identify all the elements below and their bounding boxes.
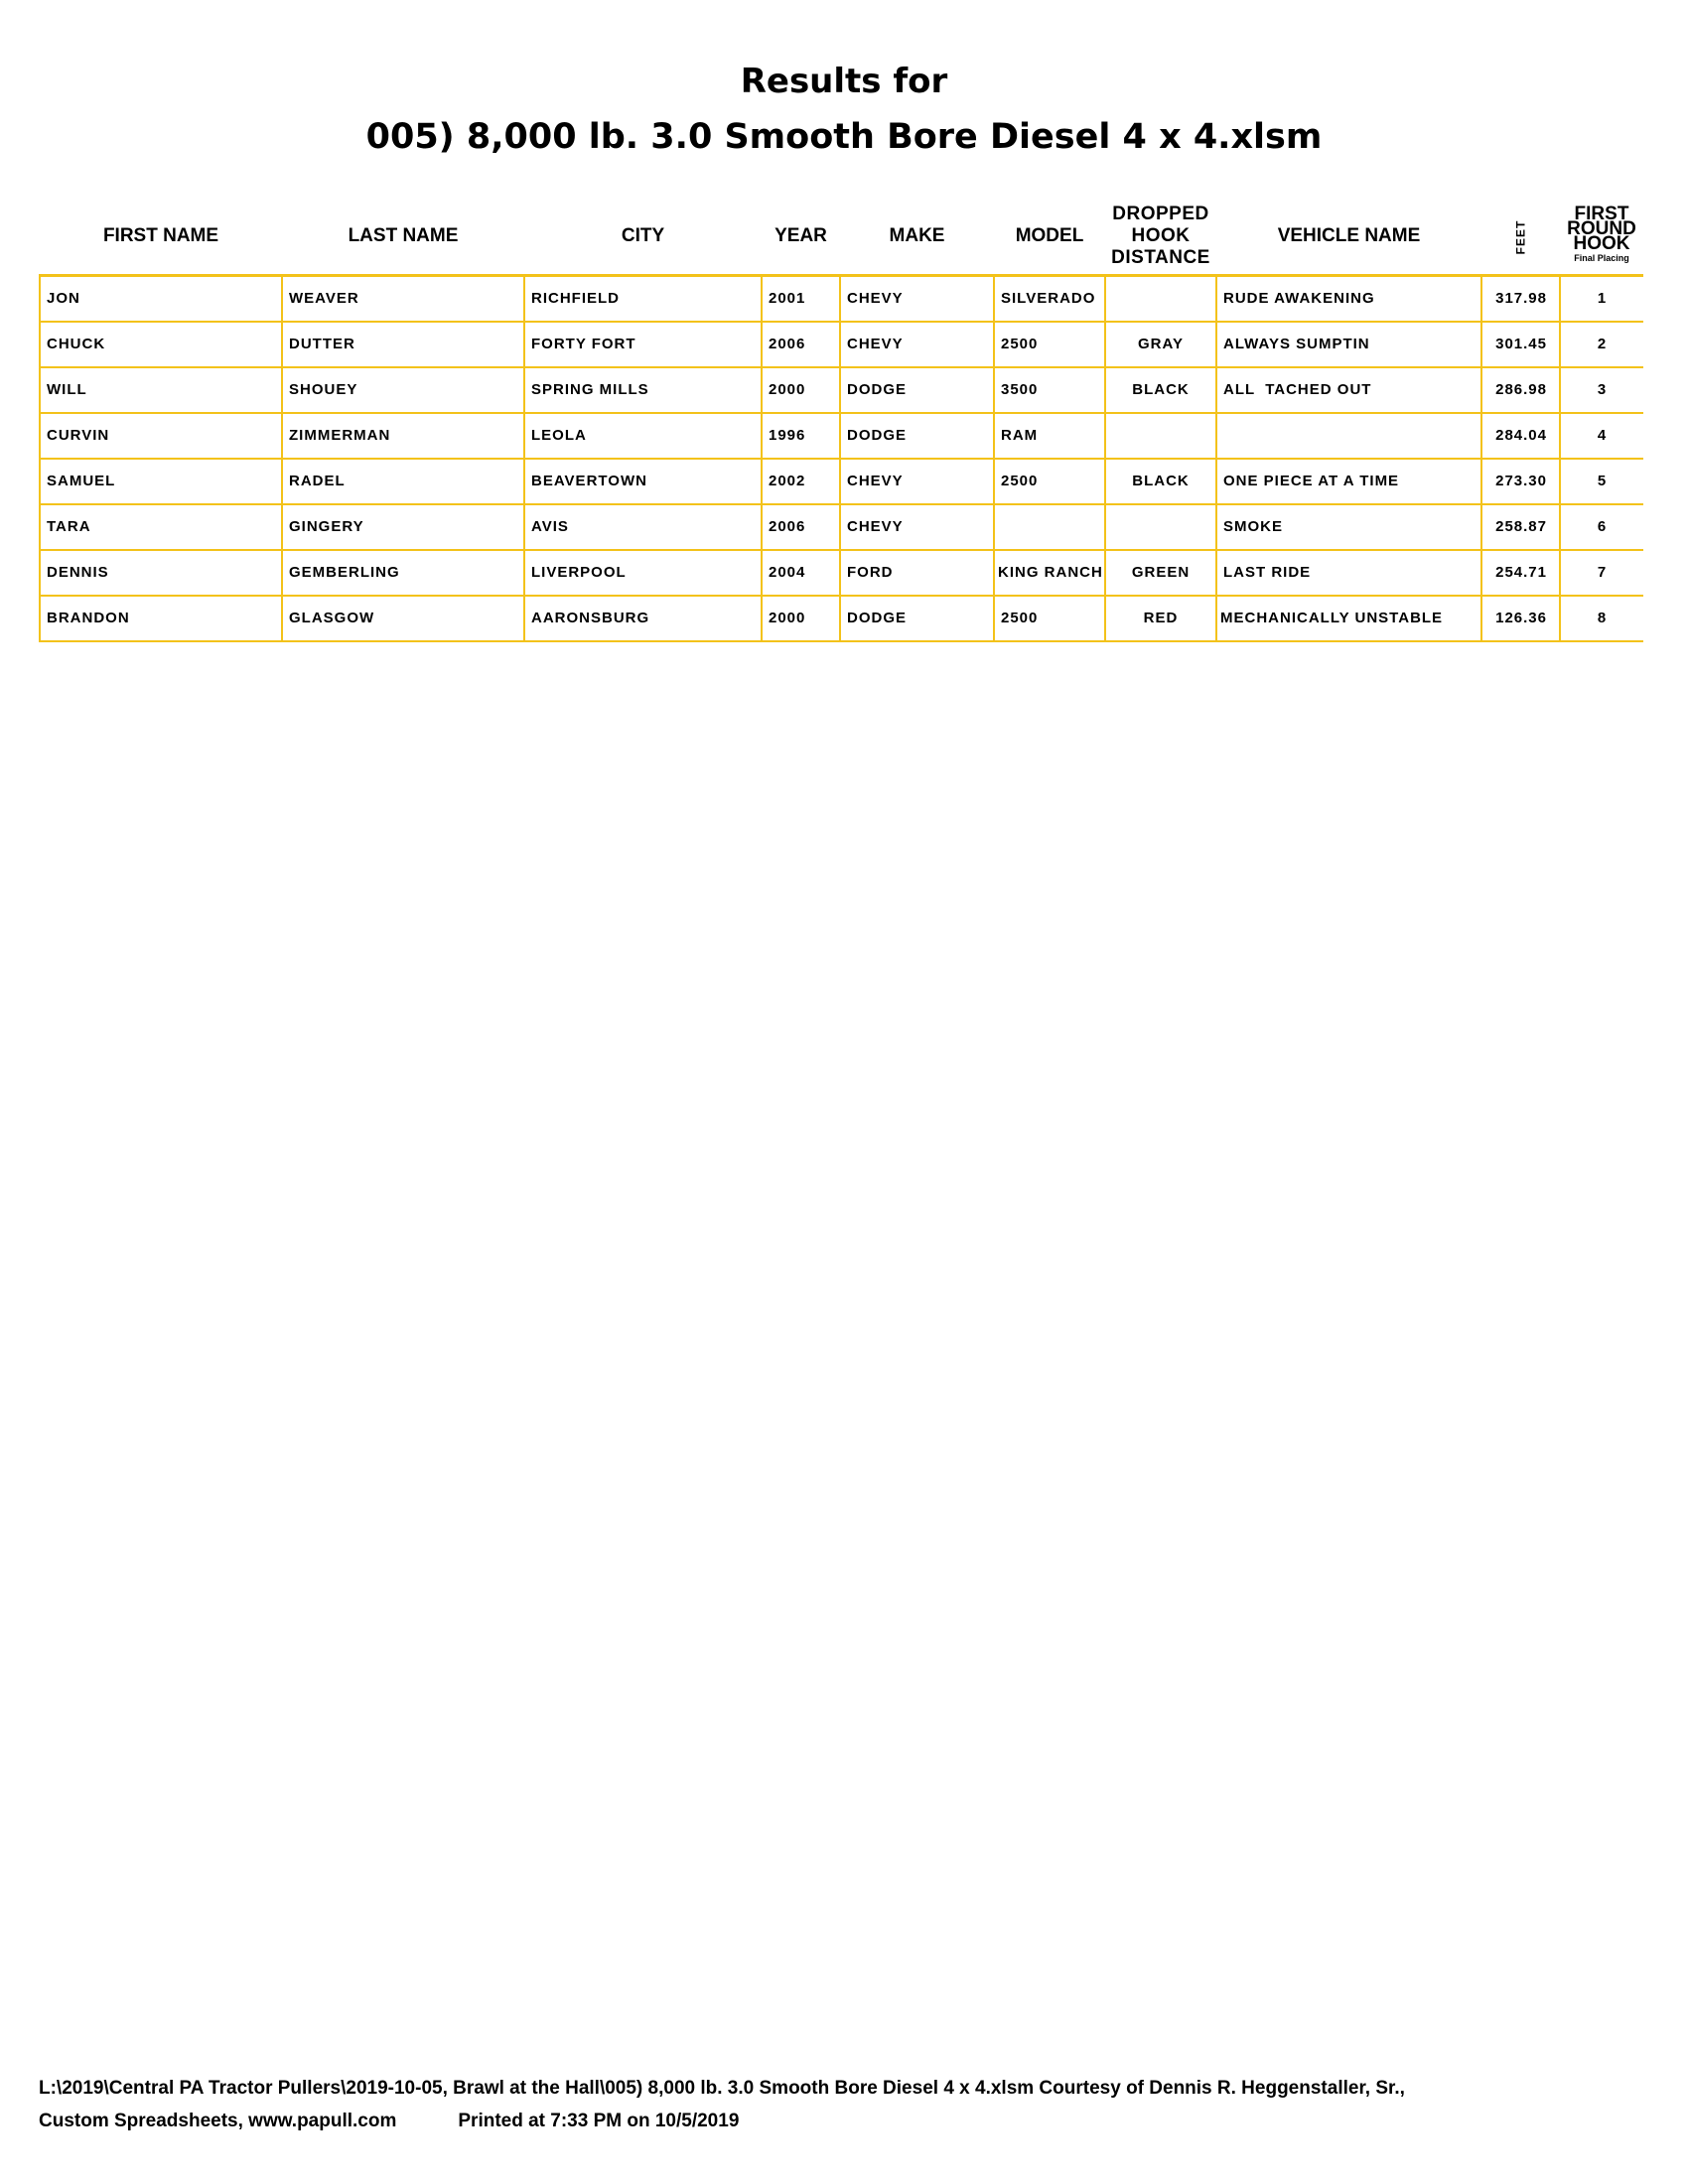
cell-city: LIVERPOOL — [524, 550, 762, 596]
header-first-name: FIRST NAME — [102, 225, 219, 246]
header-dropped-line2: HOOK — [1131, 225, 1191, 246]
cell-last-name: WEAVER — [282, 276, 524, 322]
page-title: Results for — [740, 62, 948, 101]
cell-placing: 7 — [1560, 550, 1643, 596]
cell-city: LEOLA — [524, 413, 762, 459]
table-row — [40, 504, 1643, 550]
cell-first-name: TARA — [40, 504, 282, 550]
cell-vehicle-name: LAST RIDE — [1216, 550, 1481, 596]
cell-vehicle-name: RUDE AWAKENING — [1216, 276, 1481, 322]
cell-city: AVIS — [524, 504, 762, 550]
cell-dropped-hook: GRAY — [1105, 322, 1216, 367]
cell-vehicle-name — [1216, 413, 1481, 459]
cell-model: 2500 — [994, 459, 1105, 504]
cell-make: DODGE — [840, 367, 994, 413]
cell-city: AARONSBURG — [524, 596, 762, 641]
cell-vehicle-name: ALWAYS SUMPTIN — [1216, 322, 1481, 367]
cell-first-name: DENNIS — [40, 550, 282, 596]
cell-model: SILVERADO — [994, 276, 1105, 322]
class-title: 005) 8,000 lb. 3.0 Smooth Bore Diesel 4 x 4.xlsm — [365, 117, 1323, 157]
cell-dropped-hook: GREEN — [1105, 550, 1216, 596]
cell-placing: 6 — [1560, 504, 1643, 550]
cell-last-name: GINGERY — [282, 504, 524, 550]
header-city: CITY — [621, 225, 665, 246]
cell-first-name: SAMUEL — [40, 459, 282, 504]
footer — [39, 2072, 1405, 2137]
cell-last-name: GLASGOW — [282, 596, 524, 641]
cell-placing: 4 — [1560, 413, 1643, 459]
table-row — [40, 550, 1643, 596]
footer-website: Custom Spreadsheets, www.papull.com — [39, 2111, 397, 2131]
cell-year: 2006 — [762, 504, 840, 550]
cell-city: FORTY FORT — [524, 322, 762, 367]
cell-placing: 1 — [1560, 276, 1643, 322]
cell-feet: 286.98 — [1481, 367, 1560, 413]
cell-model: KING RANCH — [994, 550, 1105, 596]
header-placing-line1: FIRST ROUND — [1567, 204, 1636, 239]
cell-dropped-hook: BLACK — [1105, 367, 1216, 413]
header-year: YEAR — [774, 225, 827, 246]
table-row — [40, 413, 1643, 459]
cell-feet: 254.71 — [1481, 550, 1560, 596]
cell-model — [994, 504, 1105, 550]
table-row — [40, 276, 1643, 322]
cell-placing: 2 — [1560, 322, 1643, 367]
header-dropped-line1: DROPPED — [1112, 204, 1209, 224]
cell-feet: 258.87 — [1481, 504, 1560, 550]
header-model: MODEL — [1015, 225, 1084, 246]
header-row — [40, 199, 1643, 276]
table-row — [40, 322, 1643, 367]
cell-placing: 8 — [1560, 596, 1643, 641]
cell-year: 2001 — [762, 276, 840, 322]
cell-first-name: BRANDON — [40, 596, 282, 641]
footer-file-path: L:\2019\Central PA Tractor Pullers\2019-10-05, Brawl at the Hall\005) 8,000 lb. 3.0 Smooth Bore Diesel 4 x 4.xlsm Courtesy of Dennis R. Heggenstaller, Sr., — [39, 2078, 1405, 2099]
cell-first-name: WILL — [40, 367, 282, 413]
cell-make: CHEVY — [840, 504, 994, 550]
cell-feet: 317.98 — [1481, 276, 1560, 322]
cell-last-name: RADEL — [282, 459, 524, 504]
cell-make: DODGE — [840, 596, 994, 641]
cell-year: 1996 — [762, 413, 840, 459]
cell-dropped-hook — [1105, 504, 1216, 550]
header-make: MAKE — [889, 225, 945, 246]
cell-year: 2004 — [762, 550, 840, 596]
cell-feet: 301.45 — [1481, 322, 1560, 367]
cell-make: CHEVY — [840, 459, 994, 504]
cell-dropped-hook: RED — [1105, 596, 1216, 641]
header-dropped-line3: DISTANCE — [1111, 247, 1210, 268]
cell-model: RAM — [994, 413, 1105, 459]
header-dropped-hook-distance — [1105, 199, 1216, 276]
cell-model: 2500 — [994, 322, 1105, 367]
header-final-placing — [1560, 199, 1643, 276]
cell-first-name: CHUCK — [40, 322, 282, 367]
cell-model: 3500 — [994, 367, 1105, 413]
header-vehicle-name: VEHICLE NAME — [1277, 225, 1421, 246]
cell-vehicle-name: ONE PIECE AT A TIME — [1216, 459, 1481, 504]
table-row — [40, 367, 1643, 413]
cell-feet: 273.30 — [1481, 459, 1560, 504]
cell-dropped-hook — [1105, 413, 1216, 459]
cell-vehicle-name: SMOKE — [1216, 504, 1481, 550]
cell-city: SPRING MILLS — [524, 367, 762, 413]
cell-year: 2002 — [762, 459, 840, 504]
cell-last-name: DUTTER — [282, 322, 524, 367]
footer-printed-time: Printed at 7:33 PM on 10/5/2019 — [458, 2111, 740, 2131]
cell-vehicle-name: MECHANICALLY UNSTABLE — [1216, 596, 1481, 641]
cell-vehicle-name: ALL TACHED OUT — [1216, 367, 1481, 413]
cell-first-name: JON — [40, 276, 282, 322]
results-table — [39, 199, 1643, 642]
header-feet-label: FEET — [1513, 219, 1528, 255]
cell-city: RICHFIELD — [524, 276, 762, 322]
cell-feet: 126.36 — [1481, 596, 1560, 641]
cell-year: 2000 — [762, 367, 840, 413]
cell-last-name: GEMBERLING — [282, 550, 524, 596]
table-row — [40, 459, 1643, 504]
header-placing-line2: HOOK — [1573, 233, 1630, 254]
cell-model: 2500 — [994, 596, 1105, 641]
cell-year: 2006 — [762, 322, 840, 367]
table-row — [40, 596, 1643, 641]
cell-make: DODGE — [840, 413, 994, 459]
cell-placing: 3 — [1560, 367, 1643, 413]
header-feet — [1481, 199, 1560, 276]
header-placing-line3: Final Placing — [1574, 253, 1629, 263]
cell-make: CHEVY — [840, 322, 994, 367]
cell-placing: 5 — [1560, 459, 1643, 504]
footer-credits — [39, 2105, 1405, 2137]
cell-dropped-hook: BLACK — [1105, 459, 1216, 504]
cell-make: FORD — [840, 550, 994, 596]
cell-feet: 284.04 — [1481, 413, 1560, 459]
cell-make: CHEVY — [840, 276, 994, 322]
cell-first-name: CURVIN — [40, 413, 282, 459]
cell-last-name: SHOUEY — [282, 367, 524, 413]
cell-last-name: ZIMMERMAN — [282, 413, 524, 459]
cell-year: 2000 — [762, 596, 840, 641]
cell-dropped-hook — [1105, 276, 1216, 322]
cell-city: BEAVERTOWN — [524, 459, 762, 504]
header-last-name: LAST NAME — [348, 225, 459, 246]
